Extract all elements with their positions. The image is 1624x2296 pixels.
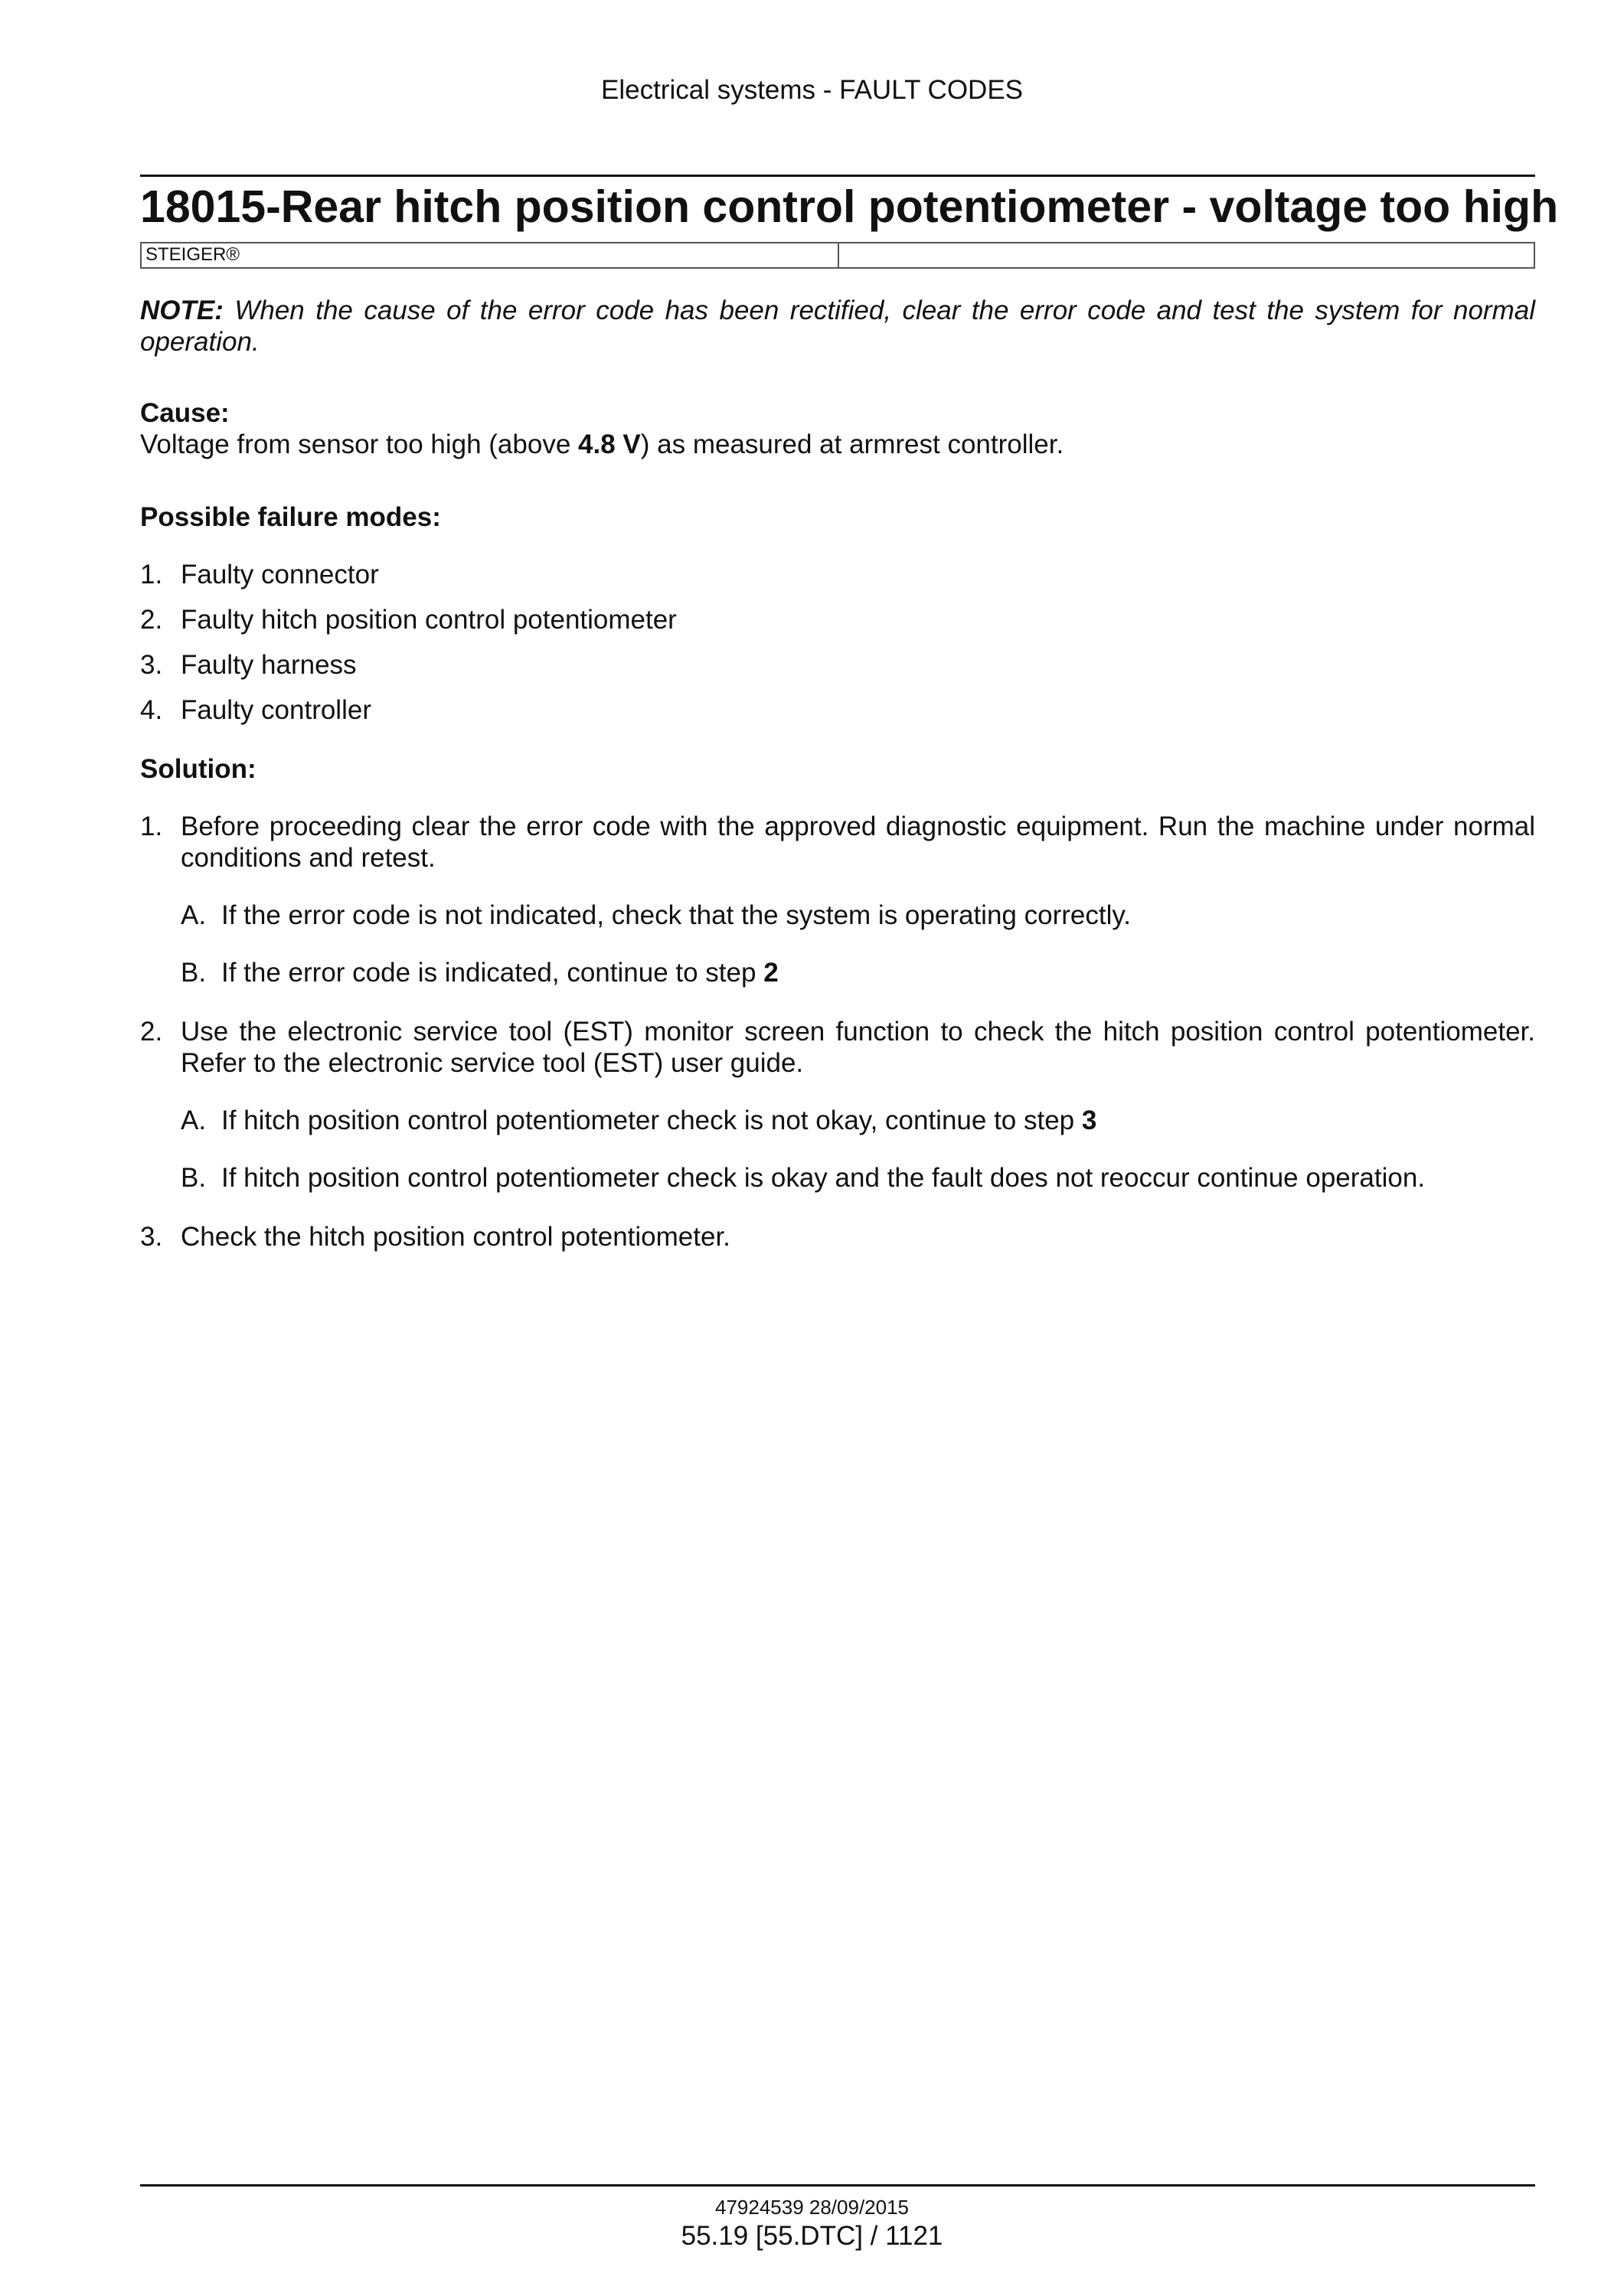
footer-rule [140, 2184, 1535, 2187]
model-applicability-table [140, 242, 1535, 269]
step-number: 2. [140, 1017, 163, 1047]
sub-step-letter: B. [181, 958, 207, 988]
sub-step [181, 900, 1535, 931]
model-cell: STEIGER® [145, 244, 240, 265]
sub-step [181, 1105, 1535, 1136]
sub-step-step-ref: 2 [763, 958, 779, 988]
sub-step [181, 1162, 1535, 1194]
cause-text-after: ) as measured at armrest controller. [640, 429, 1064, 459]
list-item [140, 649, 1535, 681]
sub-step-letter: B. [181, 1163, 207, 1193]
list-number: 3. [140, 650, 163, 680]
sub-step-text: If hitch position control potentiometer check is not okay, continue to step [221, 1106, 1082, 1135]
solution-step [140, 811, 1535, 1002]
sub-step-text: If the error code is not indicated, check that the system is operating correctly. [221, 900, 1131, 930]
step-number: 1. [140, 812, 163, 841]
sub-step [181, 957, 1535, 988]
step-number: 3. [140, 1222, 163, 1252]
document-body [140, 295, 1535, 1266]
list-item [140, 559, 1535, 590]
sub-step-letter: A. [181, 1106, 207, 1135]
sub-step-list [181, 1105, 1535, 1194]
note-paragraph [140, 295, 1535, 358]
note-text: When the cause of the error code has been rectified, clear the error code and test the system for normal operation. [140, 296, 1535, 357]
failure-modes-list [140, 559, 1535, 726]
sub-step-step-ref: 3 [1081, 1106, 1097, 1135]
solution-heading: Solution: [140, 754, 257, 784]
cause-voltage-value: 4.8 V [578, 429, 641, 459]
cause-heading: Cause: [140, 398, 230, 428]
list-text: Faulty hitch position control potentiometer [181, 605, 677, 635]
list-item [140, 604, 1535, 635]
sub-step-list [181, 900, 1535, 988]
note-label: NOTE: [140, 296, 224, 325]
cause-text-before: Voltage from sensor too high (above [140, 429, 579, 459]
step-text: Before proceeding clear the error code with the approved diagnostic equipment. Run the machine under normal conditions and retest. [181, 812, 1535, 873]
sub-step-text: If hitch position control potentiometer check is okay and the fault does not reoccur continue operation. [221, 1163, 1426, 1193]
list-text: Faulty connector [181, 560, 379, 590]
list-text: Faulty controller [181, 695, 371, 725]
sub-step-letter: A. [181, 900, 207, 930]
cause-text [140, 429, 1535, 460]
step-text: Check the hitch position control potentiometer. [181, 1222, 730, 1252]
step-text: Use the electronic service tool (EST) monitor screen function to check the hitch position control potentiometer. Refer to the electronic service tool (EST) user guide. [181, 1017, 1535, 1078]
model-cell-empty [838, 243, 1534, 267]
footer-document-id: 47924539 28/09/2015 [714, 2196, 910, 2219]
list-number: 1. [140, 560, 163, 590]
solution-steps-list [140, 811, 1535, 1253]
list-number: 2. [140, 605, 163, 635]
footer-page-number: 55.19 [55.DTC] / 1121 [681, 2221, 943, 2251]
solution-step [140, 1016, 1535, 1207]
page-header: Electrical systems - FAULT CODES [600, 75, 1024, 105]
list-text: Faulty harness [181, 650, 357, 680]
solution-step [140, 1221, 1535, 1253]
list-item [140, 694, 1535, 726]
failure-modes-heading: Possible failure modes: [140, 502, 441, 532]
page-title: 18015-Rear hitch position control potentiometer - voltage too high [140, 181, 1559, 232]
list-number: 4. [140, 695, 163, 725]
sub-step-text: If the error code is indicated, continue to step [221, 958, 764, 988]
